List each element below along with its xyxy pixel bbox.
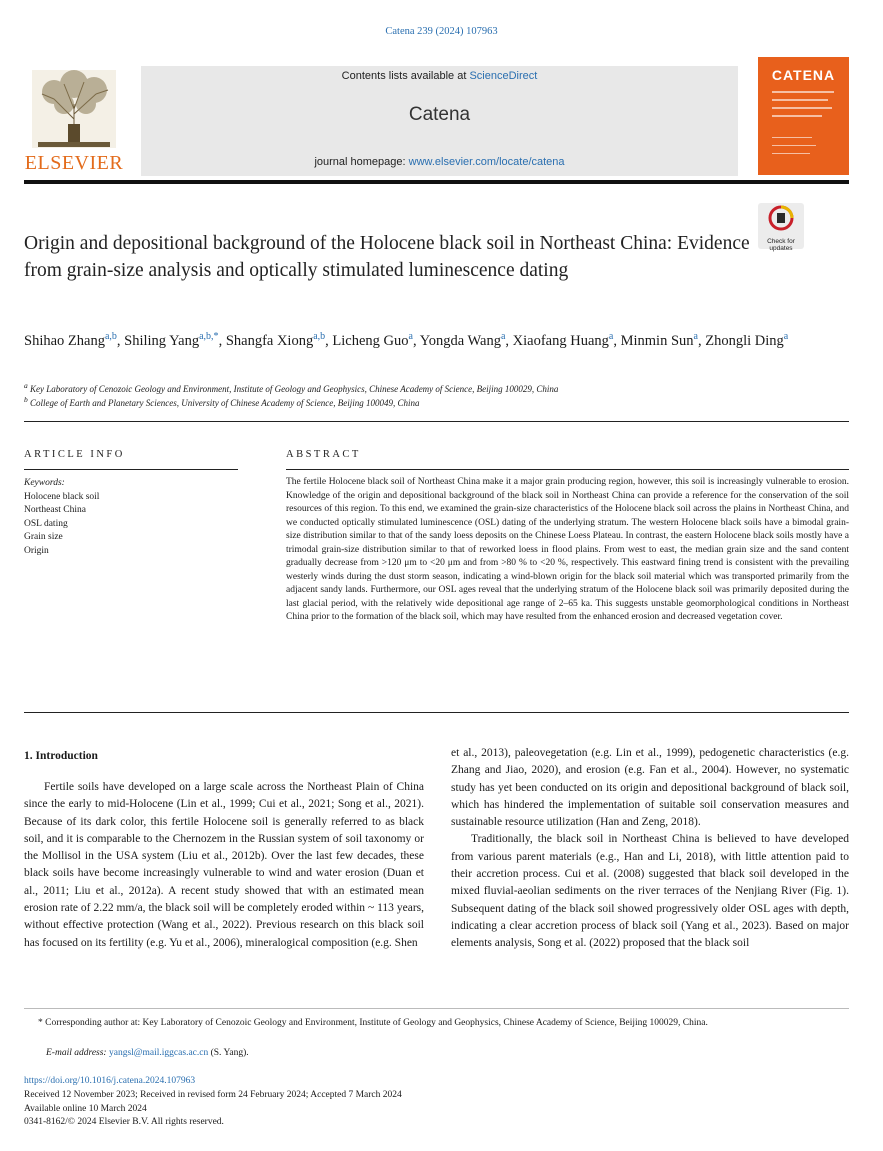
homepage-prefix: journal homepage: [314,156,409,168]
corresponding-author-note: * Corresponding author at: Key Laboratory of Cenozoic Geology and Environment, Institute of Geology and Geophysics, Chinese Academy of Science, Beijing 100029, China. [38,1018,708,1028]
journal-cover[interactable] [758,57,849,175]
cover-text-line [772,91,834,93]
paragraph: et al., 2013), paleovegetation (e.g. Lin et al., 1999), pedogenetic characteristics (e.g. Zhang and Jiao, 2020), and erosion (e.g. Fan et al., 2004). However, no systematic study has yet been conducted on its origin and depositional background of black soil, which has hindered the implementation of suitable soil conservation measures and sustainable resource utilization (Han and Zeng, 2018). [451,747,849,829]
author-name[interactable]: Minmin Sun [620,332,694,349]
paragraph: Traditionally, the black soil in Northeast China is believed to have developed from various parent materials (e.g., Han and Li, 2018), with little attention paid to their accretion process. Cui et al. (2008) suggested that black soil developed in the mixed fluvial-aeolian sediments on the river terraces of the Nenjiang River (Fig. 1). Subsequent dating of the black soil showed progressively older OSL ages with depth, indicating a clear accretion process of black soil (Yang et al., 2023). Based on major elements analysis, Song et al. (2022) proposed that the black soil [451,833,849,950]
affiliation-a: $^a$ Key Laboratory of Cenozoic Geology and Environment, Institute of Geology and Geophysics, Chinese Academy of Science, Beijing 100029, China [24,381,559,394]
contents-line [141,70,738,82]
author-affiliation-mark: a [608,331,614,342]
author-affiliation-mark: a [408,331,413,342]
affiliation-b: $^b$ College of Earth and Planetary Sciences, University of Chinese Academy of Science, Beijing 100049, China [24,395,420,408]
homepage-link[interactable]: www.elsevier.com/locate/catena [408,156,565,168]
keyword: Holocene black soil [24,491,100,502]
divider [24,712,849,713]
email-line: E-mail address: yangsl@mail.iggcas.ac.cn (S. Yang). [46,1048,249,1058]
abstract-text: The fertile Holocene black soil of Northeast China make it a major grain producing region, however, this soil is increasingly vulnerable to erosion. Knowledge of the origin and depositional background of the black soil in Northeast China can provide a reference for the conservation of the soil resources of this region. To this end, we examined the grain-size characteristics of the Holocene black soil across the plains in Northeast China, and we conducted optically stimulated luminescence (OSL) dating of the underlying stratum. The western Holocene black soils have a bimodal grain-size distribution similar to that of the sandy loess deposits on the Chinese Loess Plateau. In contrast, the eastern Holocene black soils mostly have a trimodal grain-size distribution similar to that of reworked loess in flood plains. From west to east, the median grain size and the sand content gradually decrease from >120 μm to <20 μm and from >80 % to <20 %, respectively. This eastward fining trend is consistent with the prevailing westerly winds during the dust storm season, indicating a wind-blown origin for the black soil material which was transported primarily from the adjacent sandy lands. Furthermore, our OSL ages reveal that the underlying stratum of the Holocene black soil was primarily deposited during the last glacial period, with the relatively wide depositional age range of 2–65 ka. This suggests unstable geomorphological conditions in Northeast China prior to the formation of the black soil, which may have resulted from the enhanced erosion and decreased vegetation cover. [286,477,849,622]
author-name[interactable]: Shiling Yang [124,332,200,349]
divider [24,421,849,422]
contents-prefix: Contents lists available at [341,70,470,82]
author-name[interactable]: Zhongli Ding [705,332,784,349]
author-affiliation-mark: a [693,331,698,342]
divider [286,469,849,470]
cover-text-line [772,107,832,109]
journal-name: Catena [408,104,471,125]
keyword: OSL dating [24,518,68,529]
keywords-label: Keywords: [24,478,65,488]
cover-text-line [772,145,816,146]
keywords-block [24,477,224,558]
cover-title: CATENA [771,67,836,83]
cover-text-line [772,153,810,154]
author-name[interactable]: Xiaofang Huang [512,332,609,349]
author-list: Shihao Zhang$^{a,b}$, Shiling Yang$^{a,b,*}$, Shangfa Xiong$^{a,b}$, Licheng Guo$^a$, Yongda Wang$^a$, Xiaofang Huang$^a$, Minmin Sun$^a$, Zhongli Ding$^a$ [24,331,789,349]
author-name[interactable]: Yongda Wang [419,332,501,349]
author-name[interactable]: Shihao Zhang [24,332,105,349]
journal-masthead [141,66,738,176]
author-affiliation-mark: a,b,* [199,331,219,342]
crossmark-icon [758,203,804,233]
left-column [24,779,424,952]
author-affiliation-mark: a,b [104,331,117,342]
copyright: 0341-8162/© 2024 Elsevier B.V. All rights reserved. [24,1117,224,1127]
section-heading-introduction: 1. Introduction [24,750,98,762]
email-link[interactable]: yangsl@mail.iggcas.ac.cn [108,1048,209,1058]
paragraph: Fertile soils have developed on a large scale across the Northeast Plain of China since the early to mid-Holocene (Lin et al., 1999; Cui et al., 2021; Song et al., 2021). Because of its dark color, this fertile Holocene soil is generally referred to as black soil, and it is comparable to the Chernozem in the Russian system of soil taxonomy or the Mollisol in the USA system (Liu et al., 2012b). Over the last few decades, these black soils have become increasingly vulnerable to wind and water erosion (Duan et al., 2011; Liu et al., 2012a). A recent study showed that with an estimated mean erosion rate of 2.22 mm/a, the black soil will be completely eroded within ~ 113 years, without effective protection (Wang et al., 2022). Previous research on this black soil has focused on its fertility (e.g. Yu et al., 2006), mineralogical composition (e.g. Shen [24,781,424,949]
author-affiliation-mark: a,b [313,331,326,342]
doi-link[interactable]: https://doi.org/10.1016/j.catena.2024.107963 [24,1076,196,1086]
available-online: Available online 10 March 2024 [24,1104,147,1114]
author-affiliation-mark: a [500,331,506,342]
publisher-logo-text: ELSEVIER [24,152,124,174]
article-title: Origin and depositional background of the Holocene black soil in Northeast China: Evidence from grain-size analysis and optically stimulated luminescence dating [24,233,750,281]
author-name[interactable]: Licheng Guo [332,332,409,349]
abstract-heading: ABSTRACT [286,449,361,460]
footnote-divider [24,1008,849,1009]
sciencedirect-link[interactable]: ScienceDirect [469,70,538,82]
cover-text-line [772,115,822,117]
check-for-updates-badge[interactable] [758,203,804,252]
cover-text-line [772,137,812,138]
journal-citation[interactable]: Catena 239 (2024) 107963 [385,26,498,37]
keyword: Grain size [24,532,63,542]
author-affiliation-mark: a [783,331,789,342]
article-info-heading: ARTICLE INFO [24,449,125,460]
journal-homepage [141,156,738,168]
header-rule [24,180,849,184]
cover-text-line [772,99,828,101]
keyword: Northeast China [24,505,87,515]
right-column [451,745,849,953]
received-dates: Received 12 November 2023; Received in revised form 24 February 2024; Accepted 7 March 2024 [24,1090,402,1100]
author-name[interactable]: Shangfa Xiong [225,332,314,349]
check-updates-label: Check for updates [767,238,795,252]
divider [24,469,238,470]
keyword: Origin [24,545,49,556]
